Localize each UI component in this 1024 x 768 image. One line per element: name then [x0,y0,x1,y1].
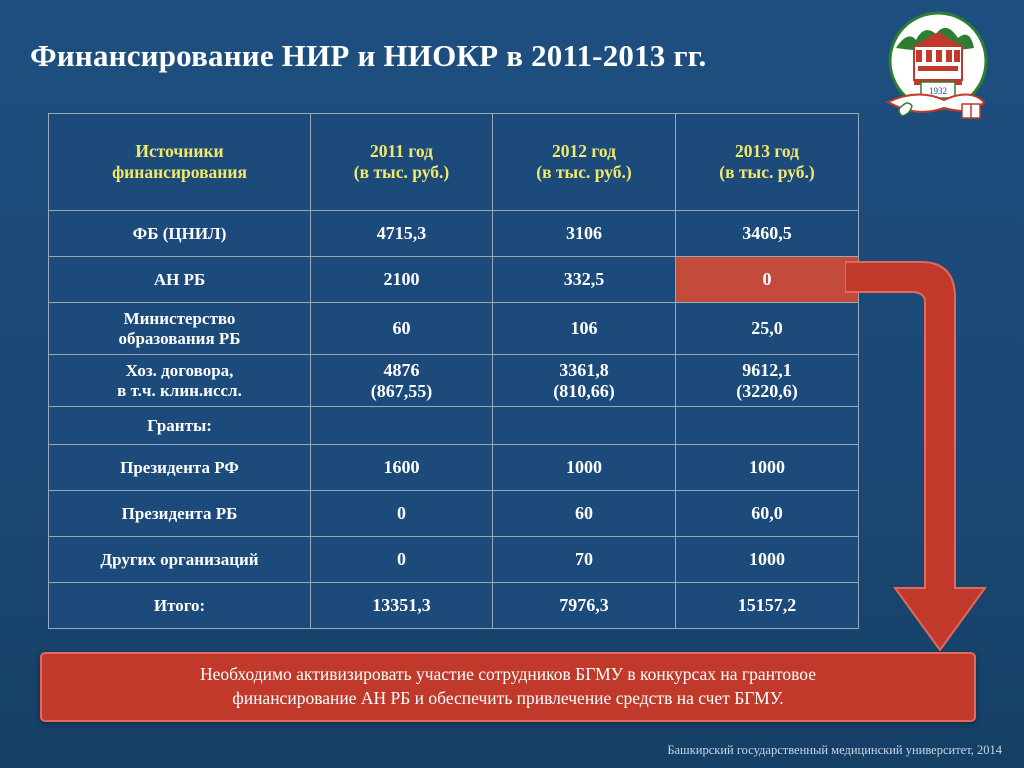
cell-ministry-2012: 106 [493,303,676,355]
table-row [49,537,859,583]
cell-other-2013: 1000 [676,537,859,583]
col-header-2012-line1: 2012 год [552,141,616,162]
cell-contracts-2012-main: 3361,8 [559,359,609,380]
cell-contracts-2011-sub: (867,55) [370,380,433,401]
slide-footer: Башкирский государственный медицинский университет, 2014 [667,743,1002,757]
col-header-2013-line1: 2013 год [735,141,799,162]
row-label-ministry [49,303,311,355]
table-row [49,211,859,257]
cell-prf-2012: 1000 [493,445,676,491]
cell-grants-2011 [311,407,493,445]
callout-line-1: Необходимо активизировать участие сотрудников БГМУ в конкурсах на грантовое [199,664,817,685]
row-label-contracts-line2: в т.ч. клин.иссл. [117,380,242,400]
row-label-an-rb: АН РБ [49,257,311,303]
financing-table [48,113,859,629]
cell-ministry-2013: 25,0 [676,303,859,355]
callout-line-2: финансирование АН РБ и обеспечить привлечение средств на счет БГМУ. [232,688,784,708]
cell-ministry-2011: 60 [311,303,493,355]
table-row [49,491,859,537]
cell-contracts-2013-main: 9612,1 [742,359,792,380]
row-label-contracts [49,355,311,407]
cell-total-2012: 7976,3 [493,583,676,629]
cell-other-2012: 70 [493,537,676,583]
cell-prb-2011: 0 [311,491,493,537]
row-label-ministry-line2: образования РБ [118,328,241,348]
row-label-ministry-line1: Министерство [123,308,236,328]
col-header-2013-line2: (в тыс. руб.) [719,162,815,182]
callout-text [200,663,816,710]
row-label-grants: Гранты: [49,407,311,445]
col-header-sources-line1: Источники [135,141,224,162]
cell-fb-2012: 3106 [493,211,676,257]
callout-arrow [845,258,1005,658]
cell-prf-2013: 1000 [676,445,859,491]
cell-fb-2011: 4715,3 [311,211,493,257]
table-row [49,303,859,355]
row-label-president-rf: Президента РФ [49,445,311,491]
table-row [49,257,859,303]
col-header-2012 [493,114,676,211]
row-label-president-rb: Президента РБ [49,491,311,537]
cell-contracts-2012 [493,355,676,407]
bgmu-emblem-logo [866,6,1006,136]
cell-fb-2013: 3460,5 [676,211,859,257]
table-row [49,445,859,491]
cell-prb-2013: 60,0 [676,491,859,537]
cell-total-2013: 15157,2 [676,583,859,629]
row-label-fb-cnil: ФБ (ЦНИЛ) [49,211,311,257]
page-title: Финансирование НИР и НИОКР в 2011-2013 гг. [30,38,707,73]
cell-anrb-2012: 332,5 [493,257,676,303]
table-header [49,114,859,211]
cell-contracts-2013 [676,355,859,407]
col-header-2012-line2: (в тыс. руб.) [536,162,632,182]
col-header-sources [49,114,311,211]
row-label-other-orgs: Других организаций [49,537,311,583]
cell-contracts-2011 [311,355,493,407]
col-header-2011-line1: 2011 год [369,141,434,162]
cell-prf-2011: 1600 [311,445,493,491]
cell-contracts-2011-main: 4876 [383,359,420,380]
cell-anrb-2013-highlight: 0 [676,257,859,303]
bent-arrow-icon [845,258,1005,658]
table-row [49,355,859,407]
cell-grants-2013 [676,407,859,445]
row-label-contracts-line1: Хоз. договора, [125,360,234,380]
table-body [49,211,859,629]
callout-box [40,652,976,722]
col-header-sources-line2: финансирования [112,162,247,182]
emblem-icon [866,6,1006,136]
table-row [49,407,859,445]
cell-total-2011: 13351,3 [311,583,493,629]
cell-contracts-2013-sub: (3220,6) [736,380,798,401]
col-header-2011-line2: (в тыс. руб.) [353,162,450,182]
table-header-row [49,114,859,211]
col-header-2013 [676,114,859,211]
row-label-total: Итого: [49,583,311,629]
financing-table-wrapper [48,113,858,629]
cell-anrb-2011: 2100 [311,257,493,303]
col-header-2011 [311,114,493,211]
cell-prb-2012: 60 [493,491,676,537]
logo-year-text: 1932 [929,86,947,96]
cell-other-2011: 0 [311,537,493,583]
cell-grants-2012 [493,407,676,445]
cell-contracts-2012-sub: (810,66) [553,380,615,401]
table-row-total [49,583,859,629]
